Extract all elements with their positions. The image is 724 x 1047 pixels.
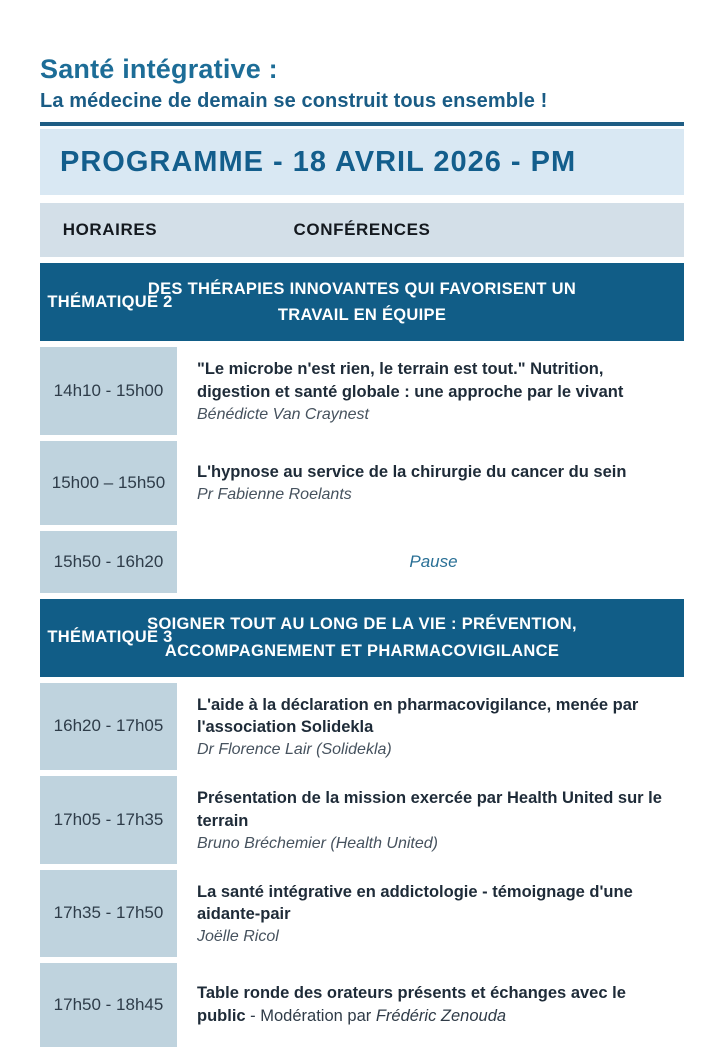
session-title [197,881,670,927]
session-speaker: Pr Fabienne Roelants [197,485,352,503]
session-title [197,694,670,740]
session-time-cell: 14h10 - 15h00 [40,347,177,435]
session-title-suffix: - Modération par [245,1007,376,1026]
schedule-table [40,203,684,1047]
theme-row [40,599,684,677]
session-content-cell [185,870,684,958]
session-content-cell [185,441,684,525]
band-row-label: THÉMATIQUE 2 [47,292,173,311]
session-title-text: Table ronde des orateurs présents et échanges avec le public [197,984,626,1026]
session-title-text: L'aide à la déclaration en pharmacovigilance, menée par l'association Solidekla [197,695,639,737]
session-time-cell: 15h00 – 15h50 [40,441,177,525]
session-moderator-name: Frédéric Zenouda [375,1007,507,1026]
session-row [40,347,684,435]
session-time-cell: 15h50 - 16h20 [40,531,177,593]
band-row-label: HORAIRES [62,220,158,240]
pause-row [40,531,684,593]
session-content-cell [185,963,684,1047]
session-speaker: Bénédicte Van Craynest [197,405,369,423]
session-time-cell: 16h20 - 17h05 [40,683,177,771]
session-row [40,776,684,864]
session-title [197,787,670,833]
program-banner-title: PROGRAMME - 18 AVRIL 2026 - PM [60,145,577,178]
session-title [197,358,670,404]
session-time-cell: 17h35 - 17h50 [40,870,177,958]
band-row-heading: SOIGNER TOUT AU LONG DE LA VIE : PRÉVENTION, ACCOMPAGNEMENT ET PHARMACOVIGILANCE [147,615,577,660]
session-title-text: L'hypnose au service de la chirurgie du cancer du sein [197,463,627,482]
session-title-text: "Le microbe n'est rien, le terrain est tout." Nutrition, digestion et santé globale : une approche par le vivant [197,360,624,401]
band-row-heading: DES THÉRAPIES INNOVANTES QUI FAVORISENT UN TRAVAIL EN ÉQUIPE [147,279,577,325]
page-title: Santé intégrative : [40,54,278,84]
session-title-text: Pause [409,551,458,571]
session-speaker: Joëlle Ricol [197,928,279,946]
session-time-cell: 17h05 - 17h35 [40,776,177,864]
column-header-row [40,203,684,257]
session-content-cell [185,683,684,771]
session-title [197,461,670,484]
page-subtitle: La médecine de demain se construit tous ensemble ! [40,90,548,113]
theme-row [40,263,684,341]
session-content-cell [185,776,684,864]
session-speaker: Dr Florence Lair (Solidekla) [197,741,392,759]
session-content-cell [185,531,684,593]
session-speaker: Bruno Bréchemier (Health United) [197,834,438,852]
band-row-label: THÉMATIQUE 3 [47,628,173,647]
session-row [40,683,684,771]
session-row [40,870,684,958]
session-title [409,550,457,573]
session-row [40,963,684,1047]
session-title-text: Présentation de la mission exercée par Health United sur le terrain [197,789,662,830]
session-time-cell: 17h50 - 18h45 [40,963,177,1047]
session-title-text: La santé intégrative en addictologie - témoignage d'une aidante-pair [197,882,633,924]
session-row [40,441,684,525]
session-title [197,982,670,1028]
program-banner [40,129,684,195]
divider-rule [40,122,684,126]
band-row-heading: CONFÉRENCES [293,220,431,240]
session-content-cell [185,347,684,435]
